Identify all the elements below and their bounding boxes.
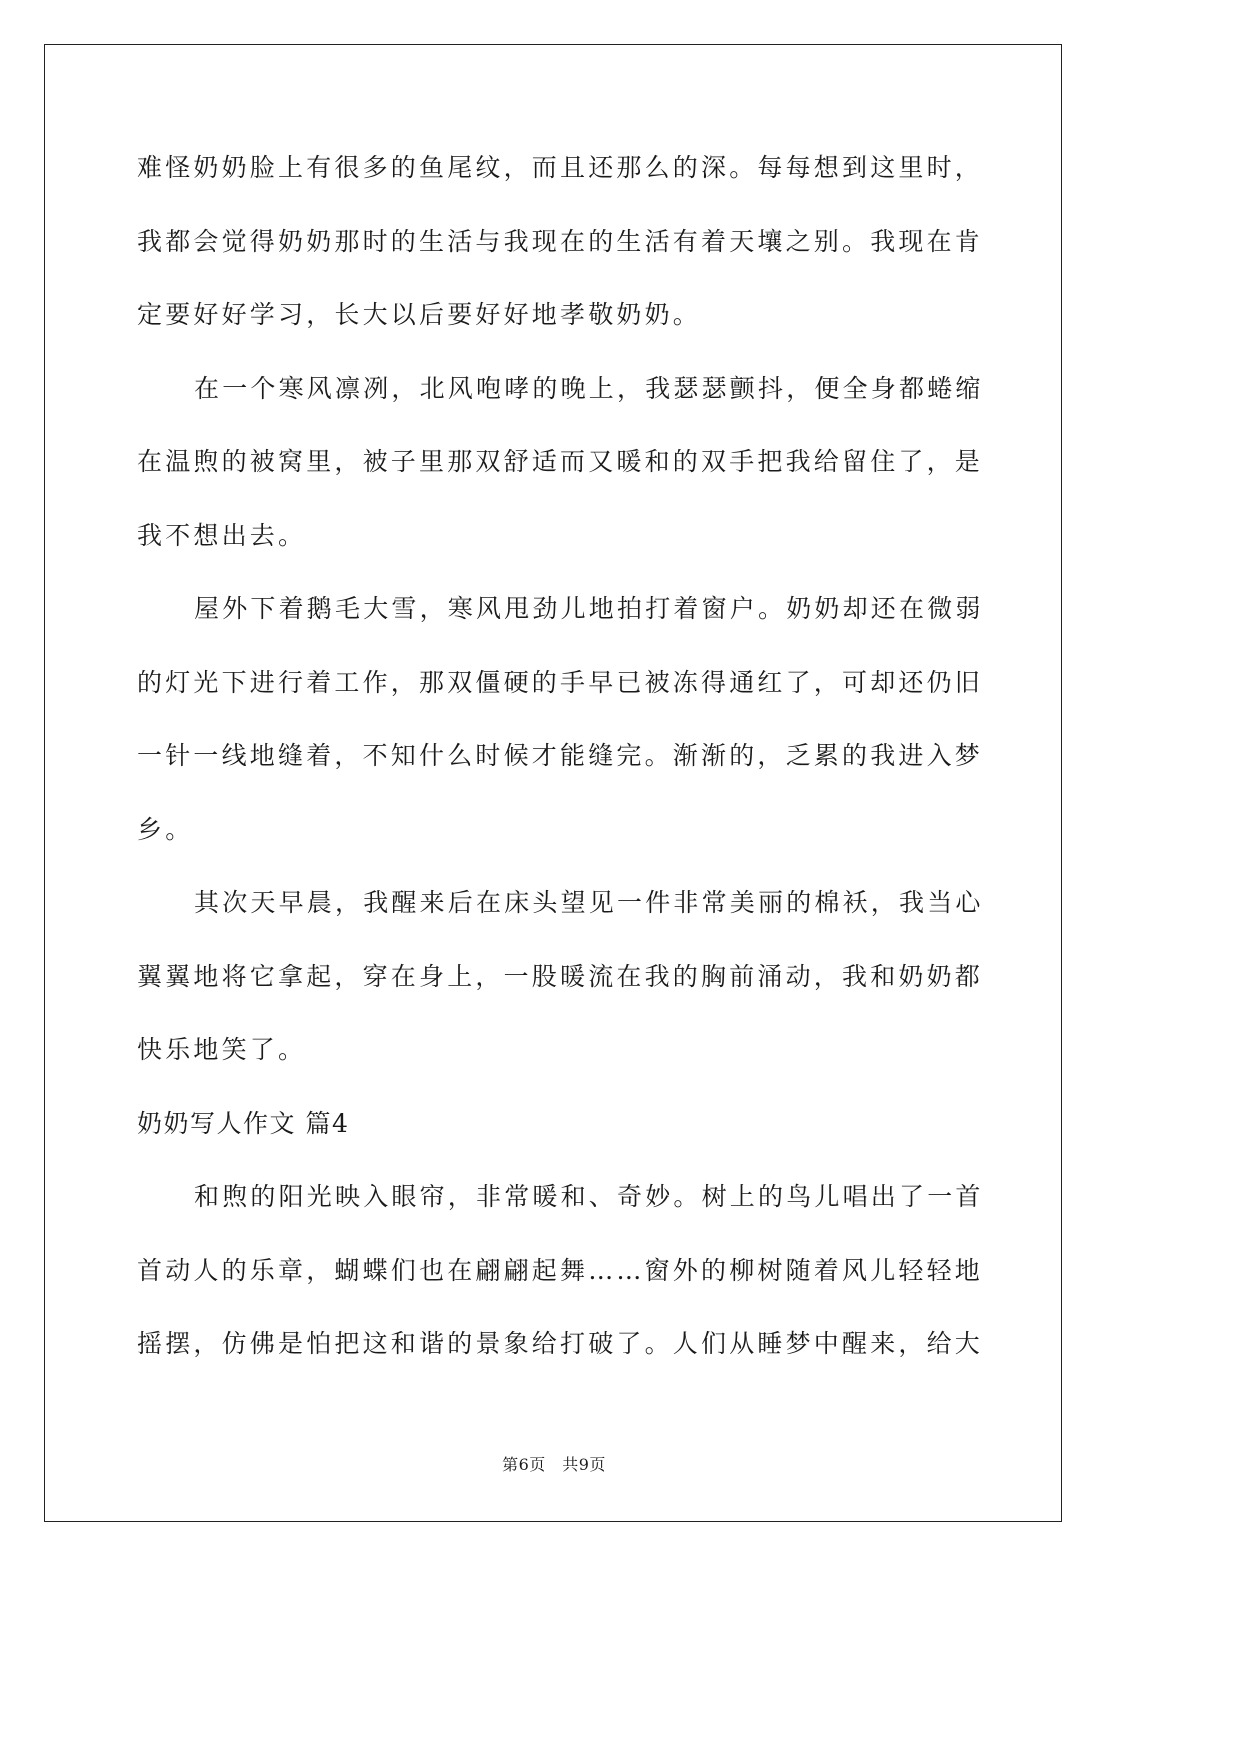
text-line-9: 一针一线地缝着，不知什么时候才能缝完。渐渐的，乏累的我进入梦 xyxy=(137,741,984,770)
text-line-8: 的灯光下进行着工作，那双僵硬的手早已被冻得通红了，可却还仍旧 xyxy=(137,667,984,697)
text-line-11: 其次天早晨，我醒来后在床头望见一件非常美丽的棉袄，我当心 xyxy=(194,888,984,917)
text-line-13: 快乐地笑了。 xyxy=(137,1035,307,1064)
text-line-1: 难怪奶奶脸上有很多的鱼尾纹，而且还那么的深。每每想到这里时， xyxy=(137,153,984,182)
text-line-7: 屋外下着鹅毛大雪，寒风甩劲儿地拍打着窗户。奶奶却还在微弱 xyxy=(194,594,984,623)
text-line-5: 在温煦的被窝里，被子里那双舒适而又暖和的双手把我给留住了，是 xyxy=(137,447,984,476)
text-line-4: 在一个寒风凛冽，北风咆哮的晚上，我瑟瑟颤抖，便全身都蜷缩 xyxy=(194,373,984,403)
text-line-17: 摇摆，仿佛是怕把这和谐的景象给打破了。人们从睡梦中醒来，给大 xyxy=(137,1329,984,1358)
text-line-6: 我不想出去。 xyxy=(137,520,307,550)
text-line-2: 我都会觉得奶奶那时的生活与我现在的生活有着天壤之别。我现在肯 xyxy=(137,226,984,256)
text-line-3: 定要好好学习，长大以后要好好地孝敬奶奶。 xyxy=(137,300,702,329)
text-line-16: 首动人的乐章，蝴蝶们也在翩翩起舞……窗外的柳树随着风儿轻轻地 xyxy=(137,1255,984,1285)
page-number: 第6页 共9页 xyxy=(502,1455,606,1474)
document-body xyxy=(137,138,984,1388)
section-heading: 奶奶写人作文 篇4 xyxy=(137,1108,350,1138)
text-line-15: 和煦的阳光映入眼帘，非常暖和、奇妙。树上的鸟儿唱出了一首 xyxy=(194,1182,984,1211)
text-line-10: 乡。 xyxy=(137,814,194,844)
text-line-12: 翼翼地将它拿起，穿在身上，一股暖流在我的胸前涌动，我和奶奶都 xyxy=(137,961,984,991)
